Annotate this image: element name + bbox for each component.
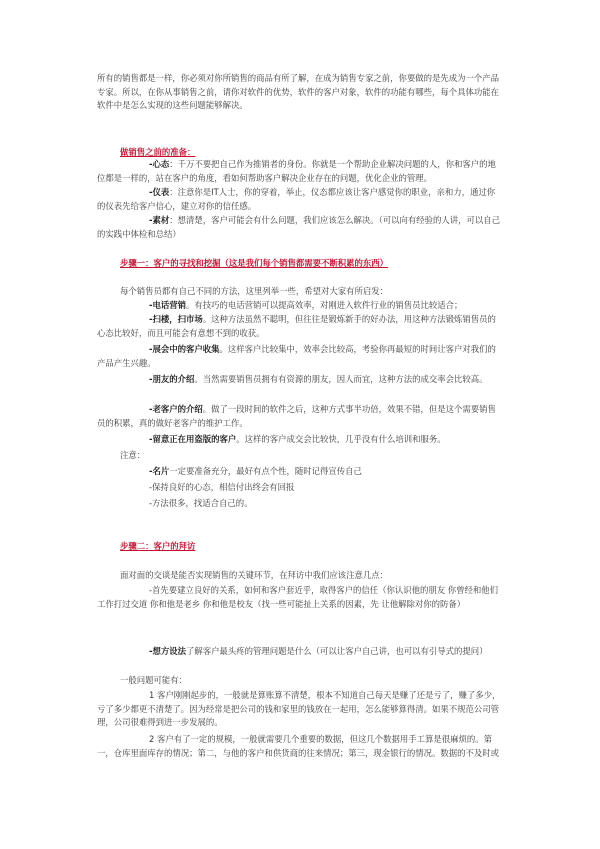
prep-text-mindset: ：千万不要把自己作为推销者的身份。你就是一个帮助企业解决问题的人，你和客户的地位都是一样的，站在客户的角度，看如何帮助客户解决企业存在的问题，优化企业的管理。 (97, 159, 496, 183)
prep-label-appearance: -仪表 (149, 187, 170, 197)
notes-label: 注意： (120, 450, 146, 460)
step2-point-problems (97, 645, 502, 659)
method-label-referral: -老客户的介绍 (149, 404, 203, 414)
method-expo (97, 343, 502, 370)
step2-point-relationship: -首先要建立良好的关系，如何和客户套近乎，取得客户的信任（你认识他的朋友 你曾经和他们工作打过交道 你和他是老乡 你和他是校友（找一些可能扯上关系的因素，先 让他解除对你的防备） (97, 585, 499, 609)
prep-item-mindset (97, 158, 502, 185)
step2-heading: 步骤二：客户的拜访 (120, 541, 196, 551)
method-text-phone: 。有技巧的电话营销可以提高效率，对刚进入软件行业的销售员比较适合； (185, 300, 463, 310)
method-label-expo: -展会中的客户收集 (149, 344, 220, 354)
note-mindset: -保持良好的心态，相信付出终会有回报 (149, 482, 295, 492)
step1-heading: 步骤一：客户的寻找和挖掘（这是我们每个销售都需要不断积累的东西） (120, 258, 388, 268)
prep-text-appearance: ：注意你是IT人士，你的穿着，举止，仪态都应该让客户感觉你的职业，亲和力，通过你的仪表先给客户信心，建立对你的信任感。 (97, 187, 496, 211)
method-friends (97, 373, 502, 387)
note-text-card: 一定要准备充分，最好有点个性，随时记得宣传自己 (169, 466, 362, 476)
method-referral (97, 403, 502, 430)
prep-label-material: -素材 (149, 215, 170, 225)
note-methods: -方法很多，找适合自己的。 (149, 498, 253, 508)
method-label-friends: -朋友的介绍 (149, 374, 195, 384)
problem-paragraph-1: 1 客户刚刚起步的，一般就是算账算不清楚，根本不知道自己每天是赚了还是亏了，赚了多少，亏了多少都更不清楚了。因为经常是把公司的钱和家里的钱放在一起用，怎么能够算得清。如果不规范公司管理，公司很难得到进一步发展的。 (97, 690, 501, 728)
method-text-expo: 。这样客户比较集中，效率会比较高，考验你再最短的时间让客户对我们的产品产生兴趣。 (97, 344, 496, 368)
prep-label-mindset: -心态 (149, 159, 170, 169)
prep-item-appearance (97, 186, 502, 213)
intro-paragraph: 所有的销售都是一样，你必须对你所销售的商品有所了解，在成为销售专家之前，你要做的是先成为一个产品专家。所以，在你从事销售之前，请你对软件的优势，软件的客户对象，软件的功能有哪些，每个具体功能在软件中是怎么实现的这些问题能够解决。 (97, 73, 499, 111)
point2-text: 了解客户最头疼的管理问题是什么（可以让客户自己讲，也可以有引导式的提问） (185, 646, 488, 656)
step1-intro: 每个销售员都有自己不同的方法，这里列举一些，希望对大家有所启发： (120, 286, 388, 296)
method-text-sweep: 。这种方法虽然不聪明，但往往是锻炼新手的好办法，用这种方法锻炼销售员的心态比较好，而且可能会有意想不到的收获。 (97, 314, 496, 338)
prep-item-material (97, 214, 502, 241)
point2-label: -想方设法 (149, 646, 186, 656)
method-sweep (97, 313, 502, 340)
note-label-card: -名片 (149, 466, 170, 476)
method-label-phone: -电话营销 (149, 300, 186, 310)
step2-intro: 面对面的交谈是能否实现销售的关键环节，在拜访中我们应该注意几点： (120, 570, 388, 580)
method-phone (97, 299, 502, 313)
note-card (149, 465, 499, 479)
method-text-friends: 。当然需要销售员拥有有资源的朋友，因人而宜，这种方法的成交率会比较高。 (194, 374, 488, 384)
method-pirated (97, 433, 502, 447)
prep-heading: 做销售之前的准备： (120, 147, 196, 157)
method-label-pirated: -留意正在用盗版的客户 (149, 434, 237, 444)
method-label-sweep: -扫楼，扫市场 (149, 314, 203, 324)
prep-text-material: ：想清楚，客户可能会有什么问题，我们应该怎么解决。（可以向有经验的人讲，可以自己的实践中体检和总结） (97, 215, 501, 239)
problem-paragraph-2: 2 客户有了一定的规模，一般就需要几个重要的数据，但这几个数据用手工算是很麻烦的。第一，仓库里面库存的情况；第二，与他的客户和供货商的往来情况；第三，现金银行的情况。数据的不及时或 (97, 734, 499, 758)
general-problems-label: 一般问题可能有： (120, 675, 187, 685)
method-text-pirated: 。这样的客户成交会比较快，几乎没有什么培训和服务。 (236, 434, 446, 444)
method-text-referral: 。做了一段时间的软件之后，这种方式事半功倍，效果不错，但是这个需要销售员的积累，真的做好老客户的维护工作。 (97, 404, 496, 428)
